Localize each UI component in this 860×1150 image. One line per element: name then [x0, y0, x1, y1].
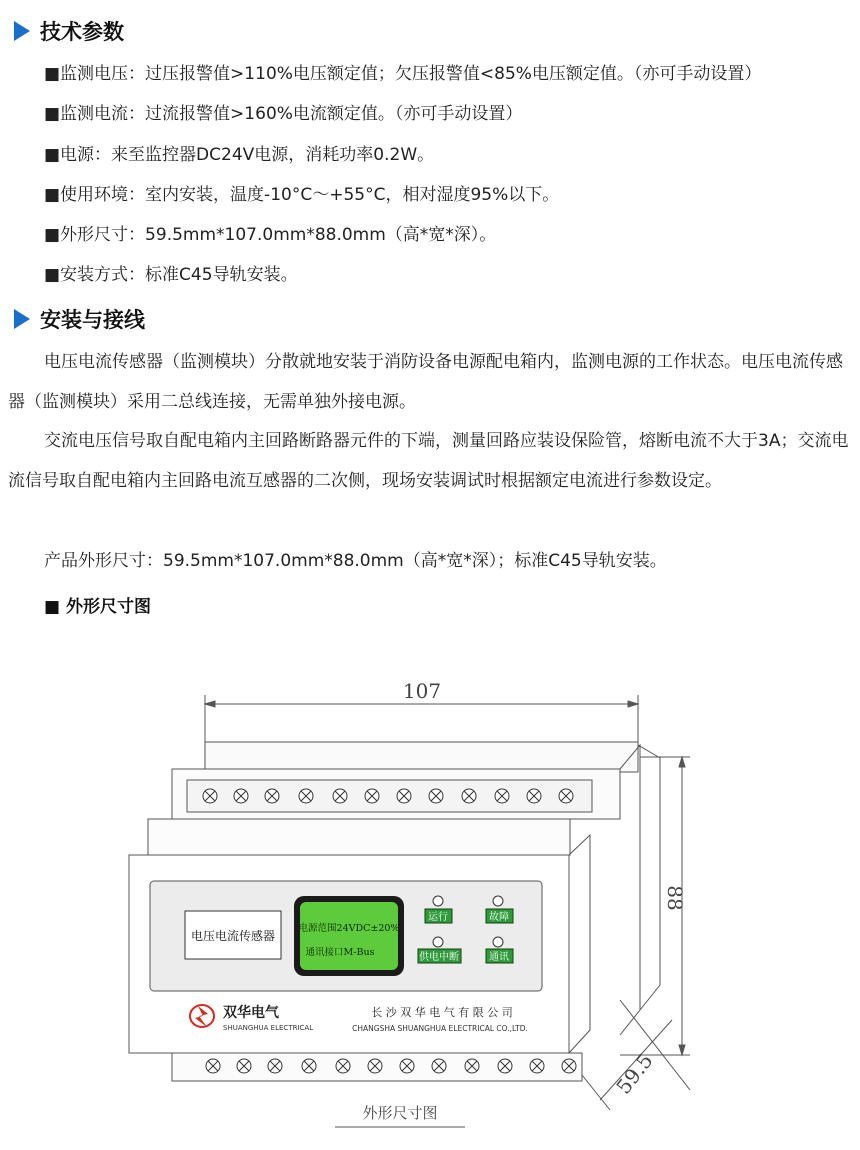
dim-width-label: 107 — [402, 679, 442, 703]
install-paragraph-3: 产品外形尺寸：59.5mm*107.0mm*88.0mm（高*宽*深）；标准C45导轨安装。 — [44, 551, 667, 571]
run-button-label: 运行 — [428, 912, 448, 923]
install-paragraph-2: 交流电压信号取自配电箱内主回路断路器元件的下端，测量回路应装设保险管，熔断电流不大于3A；交流电流信号取自配电箱内主回路电流互感器的二次侧，现场安装调试时根据额定电流进行参数设定。 — [8, 431, 849, 491]
product-label-text: 电压电流传感器 — [190, 929, 276, 943]
lcd-line-1: 电源范围24VDC±20% — [298, 923, 400, 934]
install-paragraph-1: 电压电流传感器（监测模块）分散就地安装于消防设备电源配电箱内，监测电源的工作状态。电压电流传感器（监测模块）采用二总线连接，无需单独外接电源。 — [8, 352, 843, 412]
led-run-icon — [433, 896, 443, 906]
dim-depth-label: 59.5 — [611, 1048, 658, 1099]
lcd-line-2: 通讯接口M-Bus — [305, 947, 375, 958]
brand-name-en: SHUANGHUA ELECTRICAL — [223, 1024, 314, 1032]
lcd-screen — [300, 902, 398, 970]
dim-height-label: 88 — [663, 885, 687, 911]
drawing-caption: 外形尺寸图 — [362, 1104, 438, 1122]
drawing-subtitle: ■ 外形尺寸图 — [44, 597, 151, 617]
tech-item-mounting: ■安装方式：标准C45导轨安装。 — [44, 265, 298, 285]
company-name-cn: 长 沙 双 华 电 气 有 限 公 司 — [371, 1006, 513, 1019]
company-name-en: CHANGSHA SHUANGHUA ELECTRICAL CO.,LTD. — [352, 1024, 528, 1033]
comm-button-label: 通讯 — [489, 952, 509, 963]
brand-name-cn: 双华电气 — [223, 1005, 279, 1021]
tech-item-voltage: ■监测电压：过压报警值>110%电压额定值；欠压报警值<85%电压额定值。（亦可手动设置） — [44, 64, 762, 84]
led-comm-icon — [493, 937, 503, 947]
power-cut-button-label: 供电中断 — [419, 952, 459, 963]
brand-logo-icon — [190, 1005, 214, 1027]
led-power-icon — [433, 937, 443, 947]
tech-item-power: ■电源：来至监控器DC24V电源，消耗功率0.2W。 — [44, 145, 435, 165]
tech-item-current: ■监测电流：过流报警值>160%电流额定值。（亦可手动设置） — [44, 104, 523, 124]
fault-button-label: 故障 — [489, 912, 509, 923]
tech-item-environment: ■使用环境：室内安装，温度-10°C～+55°C，相对湿度95%以下。 — [44, 185, 560, 205]
tech-title-text: 技术参数 — [40, 20, 124, 44]
tech-item-dimensions: ■外形尺寸：59.5mm*107.0mm*88.0mm（高*宽*深）。 — [44, 225, 497, 245]
led-fault-icon — [493, 896, 503, 906]
install-title-text: 安装与接线 — [40, 308, 145, 332]
